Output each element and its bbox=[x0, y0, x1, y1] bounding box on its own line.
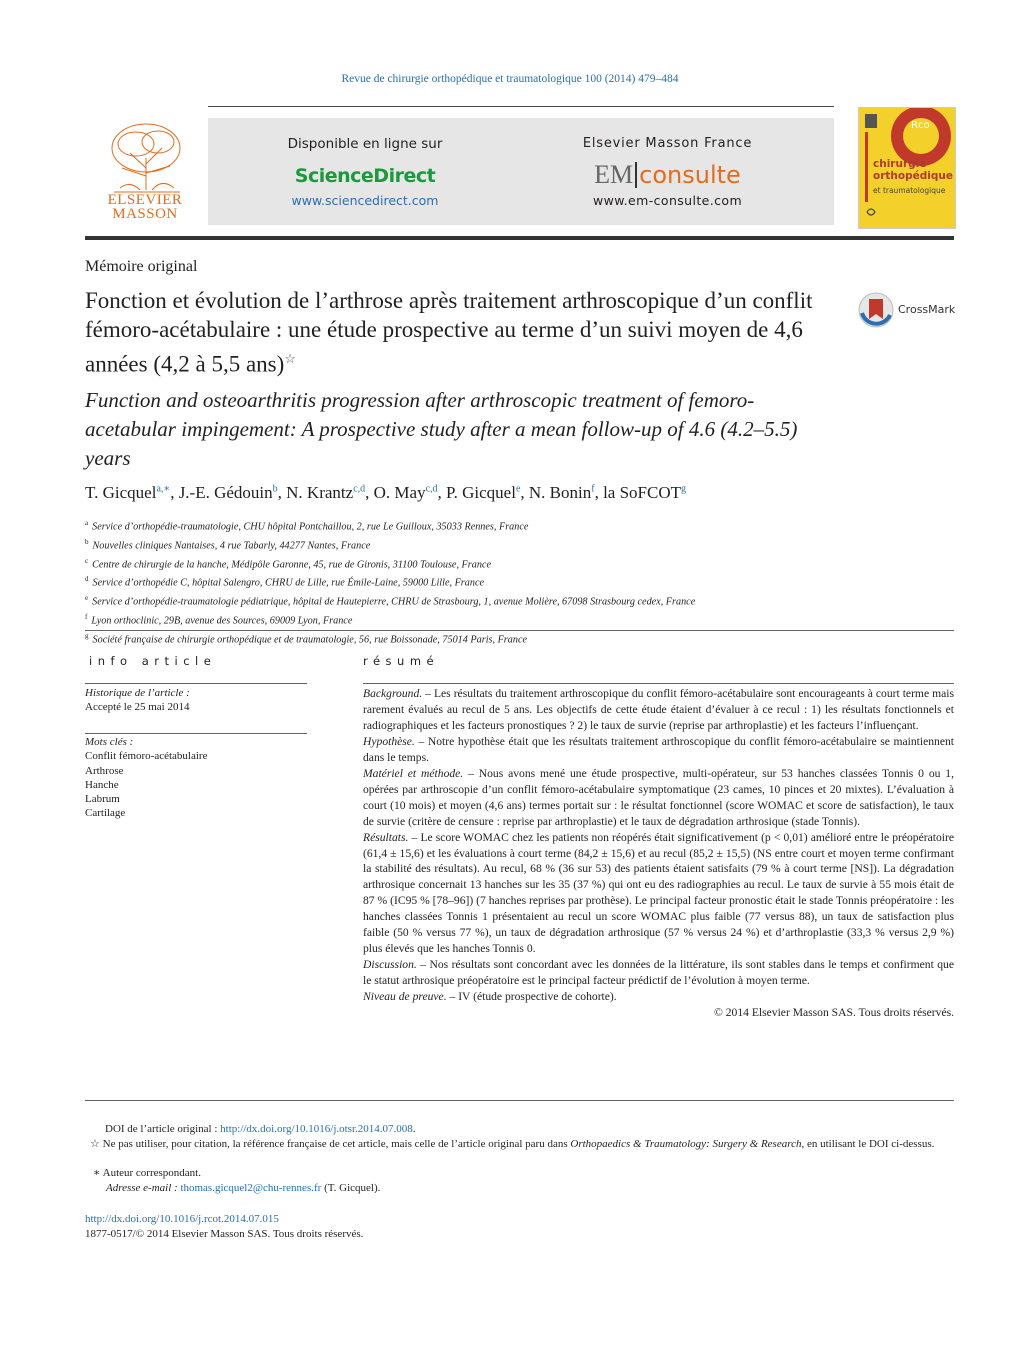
email-label: Adresse e-mail : bbox=[106, 1182, 181, 1194]
article-history bbox=[85, 686, 307, 715]
affiliation-item bbox=[85, 610, 955, 629]
abstract-section-text: – Nous avons mené une étude prospective, multi-opérateur, sur 53 hanches classées Tonnis 0 ou 1, opérées par arthroscopie d’un conflit fémoro-acétabulaire symptomatique (23 cames, 10 pinces et 20 mixtes). L’évaluation à court (10 mois) et moyen (4,6 ans) termes portait sur : le résultat fonctionnel (score WOMAC et score de satisfaction), le taux de survie (critère de censure : reprise par arthroplastie) et le taux de dégradation arthrosique (stade Tonnis). bbox=[363, 766, 954, 828]
cover-subtitle: et traumatologique bbox=[873, 186, 946, 195]
abstract-section-text: – Les résultats du traitement arthroscopique du conflit fémoro-acétabulaire sont encourageants à court terme mais rarement évalués au recul de 5 ans. Les objectifs de cette étude étaient d’évaluer à ce recul : 1) les résultats fonctionnels et radiographiques et les facteurs pronostiques ? 2) le taux de survie (reprise par arthroplastie) et les facteurs l’influençant. bbox=[363, 687, 954, 732]
author-affiliation-mark[interactable]: a,∗ bbox=[156, 483, 171, 495]
issn-line: 1877-0517/© 2014 Elsevier Masson SAS. Tous droits réservés. bbox=[85, 1227, 364, 1240]
keyword-item: Labrum bbox=[85, 793, 120, 806]
info-rule-2 bbox=[85, 733, 307, 734]
affiliation-item bbox=[85, 535, 955, 554]
em-consulte-logo[interactable] bbox=[560, 160, 775, 190]
abstract-sections bbox=[363, 686, 954, 1005]
keywords-label: Mots clés : bbox=[85, 736, 134, 748]
footnote-doi bbox=[85, 1122, 955, 1136]
em-logo-divider bbox=[635, 162, 637, 188]
crossmark-icon bbox=[858, 291, 898, 331]
resume-rule bbox=[363, 683, 954, 684]
affiliation-text: Lyon orthoclinic, 29B, avenue des Sources, 69009 Lyon, France bbox=[91, 615, 353, 627]
abstract-section bbox=[363, 957, 954, 989]
history-label: Historique de l’article : bbox=[85, 687, 190, 699]
corr-mark: ∗ bbox=[93, 1167, 101, 1179]
keyword-item: Hanche bbox=[85, 778, 119, 791]
star-text-2: , en utilisant le DOI ci-dessus. bbox=[801, 1138, 935, 1150]
author-affiliation-mark[interactable]: c,d bbox=[425, 483, 438, 495]
author-affiliation-mark[interactable]: f bbox=[591, 483, 595, 495]
elsevier-logo-text: ELSEVIER MASSON bbox=[107, 192, 183, 222]
affiliation-item bbox=[85, 572, 955, 591]
author-list: T. Gicquel$^{a,∗}$, J.-E. Gédouin$^b$, N. Krantz$^{c,d}$, O. May$^{c,d}$, P. Gicquel$^e$, N. Bonin$^f$, la SoFCOT$^g$ bbox=[85, 483, 687, 502]
affiliation-item bbox=[85, 516, 955, 535]
abstract-section-label: Matériel et méthode. bbox=[363, 766, 464, 780]
journal-cover[interactable] bbox=[858, 107, 956, 229]
em-consulte-link[interactable]: www.em-consulte.com bbox=[592, 193, 743, 208]
journal-reference[interactable]: Revue de chirurgie orthopédique et traumatologique 100 (2014) 479–484 bbox=[341, 73, 679, 85]
article-type: Mémoire original bbox=[85, 258, 198, 275]
footnote-corresponding bbox=[85, 1166, 963, 1180]
abstract-section bbox=[363, 989, 954, 1005]
accepted-date: Accepté le 25 mai 2014 bbox=[85, 701, 190, 714]
affiliation-item bbox=[85, 554, 955, 573]
abstract-fr bbox=[363, 686, 954, 1021]
author-affiliation-mark[interactable]: g bbox=[681, 483, 687, 495]
affiliation-key: b bbox=[85, 537, 89, 546]
keyword-item: Cartilage bbox=[85, 807, 126, 820]
article-title-fr bbox=[85, 286, 825, 379]
cover-badge: Rco bbox=[911, 120, 930, 131]
footnote-email bbox=[85, 1181, 976, 1195]
affiliation-key: e bbox=[85, 594, 89, 603]
keyword-item: Conflit fémoro-acétabulaire bbox=[85, 750, 208, 763]
author-name[interactable]: P. Gicquel bbox=[446, 483, 516, 502]
resume-heading: résumé bbox=[363, 654, 440, 668]
footnote-star bbox=[85, 1137, 955, 1151]
header-divider bbox=[85, 236, 954, 240]
author-name[interactable]: la SoFCOT bbox=[603, 483, 682, 502]
abstract-section-label: Niveau de preuve. bbox=[363, 990, 447, 1004]
keyword-item: Arthrose bbox=[85, 764, 124, 777]
available-online-label: Disponible en ligne sur bbox=[287, 136, 443, 152]
affiliation-text: Société française de chirurgie orthopédique et de traumatologie, 56, rue Boissonade, 75014 Paris, France bbox=[92, 634, 528, 646]
abstract-section-label: Discussion. bbox=[363, 958, 417, 972]
affiliations bbox=[85, 516, 955, 648]
sciencedirect-logo[interactable]: ScienceDirect bbox=[294, 165, 436, 187]
author-affiliation-mark[interactable]: e bbox=[515, 483, 521, 495]
abstract-section-text: – Notre hypothèse était que les résultats traitement arthroscopique du conflit fémoro-acétabulaire se maintiennent dans le temps. bbox=[363, 734, 954, 764]
abstract-section bbox=[363, 830, 954, 958]
affiliation-text: Service d’orthopédie-traumatologie, CHU hôpital Pontchaillou, 2, rue Le Guilloux, 35033 Rennes, France bbox=[92, 521, 529, 533]
cover-title: chirurgie orthopédique bbox=[873, 158, 953, 182]
star-journal: Orthopaedics & Traumatology: Surgery & Research bbox=[570, 1138, 802, 1150]
abstract-section-text: – IV (étude prospective de cohorte). bbox=[446, 990, 617, 1004]
affiliation-text: Service d’orthopédie C, hôpital Salengro, CHRU de Lille, rue Émile-Laine, 59000 Lille, France bbox=[92, 577, 484, 589]
abstract-copyright: © 2014 Elsevier Masson SAS. Tous droits réservés. bbox=[714, 1006, 954, 1020]
footnote-divider bbox=[85, 1100, 954, 1101]
author-affiliation-mark[interactable]: c,d bbox=[353, 483, 366, 495]
author-name[interactable]: T. Gicquel bbox=[85, 483, 157, 502]
abstract-section-text: – Le score WOMAC chez les patients non réopérés était significativement (p < 0,01) amélioré entre le préopératoire (61,4 ± 15,6) et les évaluations à court terme (84,2 ± 15,6) et au recul (85,2 ± 15,5) (NS entre court et moyen terme confirmant la stabilité des résultats). Au recul, 68 % (36 sur 53) des patients étaient satisfaits (79 % à court terme [NS]). La dégradation arthrosique concernait 13 hanches sur les 35 (37 %) qui ont eu des radiographies au recul. Le taux de survie à 55 mois était de 87 % (IC95 % [78–96]) (7 hanches reprises par prothèse). Le principal facteur pronostic était le stade Tonnis préopératoire : les hanches classées Tonnis 1 présentaient au recul un score WOMAC plus faible (77 versus 88), un taux de satisfaction plus faible (50 % versus 77 %), un taux de dégradation arthrosique (57 % versus 24 %) et d’arthroplastie (33,3 % versus 2,9 %) plus élevés que les hanches Tonnis 0. bbox=[363, 830, 954, 956]
author-name[interactable]: N. Krantz bbox=[286, 483, 354, 502]
sciencedirect-link[interactable]: www.sciencedirect.com bbox=[291, 193, 439, 208]
abstract-section bbox=[363, 766, 954, 830]
author-name[interactable]: J.-E. Gédouin bbox=[178, 483, 273, 502]
email-link[interactable]: thomas.gicquel2@chu-rennes.fr bbox=[180, 1182, 322, 1194]
affiliation-item bbox=[85, 591, 955, 610]
affiliation-key: d bbox=[85, 575, 89, 584]
corr-text: Auteur correspondant. bbox=[100, 1167, 201, 1179]
info-article-heading: info article bbox=[89, 654, 217, 668]
article-title-en: Function and osteoarthritis progression after arthroscopic treatment of femoro-acetabular impingement: A prospective study after a mean follow-up of 4.6 (4.2–5.5) years bbox=[85, 388, 798, 470]
affiliation-key: c bbox=[85, 556, 89, 565]
abstract-section bbox=[363, 686, 954, 734]
affiliation-text: Centre de chirurgie de la hanche, Médipôle Garonne, 45, rue de Gironis, 31100 Toulouse, France bbox=[92, 558, 491, 570]
elsevier-wordmark bbox=[95, 193, 195, 221]
doi-label: DOI de l’article original : bbox=[105, 1123, 221, 1135]
affiliation-text: Nouvelles cliniques Nantaises, 4 rue Tabarly, 44277 Nantes, France bbox=[92, 540, 371, 552]
affiliation-key: a bbox=[85, 519, 89, 527]
author-affiliation-mark[interactable]: b bbox=[272, 483, 278, 495]
doi-end: . bbox=[412, 1123, 416, 1135]
crossmark-badge[interactable] bbox=[858, 291, 958, 331]
affiliation-text: Service d’orthopédie-traumatologie pédiatrique, hôpital de Hautepierre, CHRU de Strasbourg, 1, avenue Molière, 67098 Strasbourg cedex, France bbox=[92, 596, 696, 608]
affiliation-key: g bbox=[85, 631, 89, 640]
em-publisher-label: Elsevier Masson France bbox=[582, 136, 753, 151]
em-logo-left: EM bbox=[594, 160, 634, 189]
keyword-list bbox=[85, 749, 307, 820]
star-mark: ☆ bbox=[90, 1138, 100, 1150]
abstract-section-label: Hypothèse. bbox=[363, 734, 415, 748]
article-doi-link[interactable]: http://dx.doi.org/10.1016/j.rcot.2014.07.015 bbox=[85, 1213, 279, 1225]
abstract-section-text: – Nos résultats sont concordant avec les données de la littérature, ils sont stables dans le temps et confirment que le statut arthrosique préopératoire est le principal facteur prédictif de l’évolution à moyen terme. bbox=[363, 958, 954, 988]
author-name[interactable]: O. May bbox=[373, 483, 426, 502]
em-logo-right: consulte bbox=[639, 161, 741, 189]
section-divider bbox=[85, 630, 954, 631]
info-rule-1 bbox=[85, 683, 307, 684]
author-name[interactable]: N. Bonin bbox=[528, 483, 592, 502]
abstract-section bbox=[363, 734, 954, 766]
abstract-section-label: Résultats. bbox=[363, 830, 409, 844]
title-footnote-mark[interactable]: ☆ bbox=[284, 351, 296, 366]
header-rule bbox=[208, 106, 834, 107]
crossmark-label: CrossMark bbox=[898, 303, 956, 316]
abstract-section-label: Background. bbox=[363, 687, 423, 700]
bottom-identifiers bbox=[85, 1212, 685, 1241]
title-fr-text: Fonction et évolution de l’arthrose après traitement arthroscopique d’un conflit fémoro-acétabulaire : une étude prospective au terme d’un suivi moyen de 4,6 années (4,2 à 5,5 ans) bbox=[85, 288, 813, 377]
keywords-block bbox=[85, 735, 307, 821]
affiliation-key: f bbox=[85, 612, 88, 621]
original-doi-link[interactable]: http://dx.doi.org/10.1016/j.otsr.2014.07.008 bbox=[220, 1123, 413, 1135]
affiliation-item bbox=[85, 629, 955, 648]
star-text-1: Ne pas utiliser, pour citation, la référence française de cet article, mais celle de l’article original paru dans bbox=[99, 1138, 571, 1150]
email-after: (T. Gicquel). bbox=[321, 1182, 381, 1194]
